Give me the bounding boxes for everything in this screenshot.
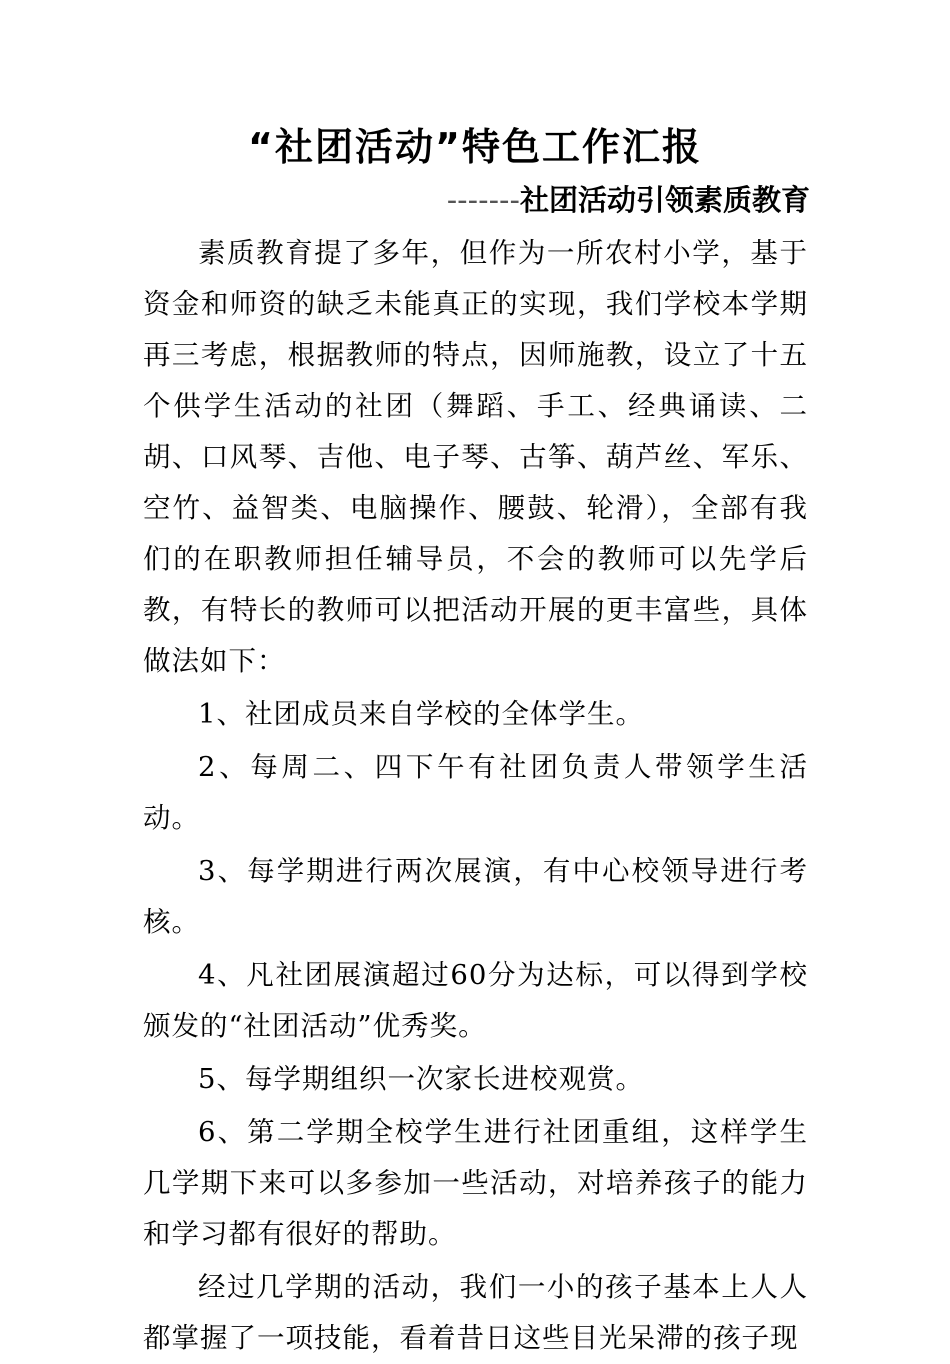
subtitle-text: 社团活动引领素质教育 bbox=[519, 183, 810, 217]
document-body bbox=[143, 228, 808, 1364]
list-item: 6、第二学期全校学生进行社团重组，这样学生几学期下来可以多参加一些活动，对培养孩子的能力和学习都有很好的帮助。 bbox=[143, 1116, 808, 1250]
list-item: 1、社团成员来自学校的全体学生。 bbox=[198, 698, 644, 730]
document-subtitle bbox=[340, 180, 810, 220]
list-item: 2、每周二、四下午有社团负责人带领学生活动。 bbox=[143, 751, 808, 834]
list-item: 4、凡社团展演超过60分为达标，可以得到学校颁发的“社团活动”优秀奖。 bbox=[143, 959, 808, 1042]
list-item: 5、每学期组织一次家长进校观赏。 bbox=[198, 1063, 644, 1095]
intro-paragraph: 素质教育提了多年，但作为一所农村小学，基于资金和师资的缺乏未能真正的实现，我们学校本学期再三考虑，根据教师的特点，因师施教，设立了十五个供学生活动的社团（舞蹈、手工、经典诵读、二胡、口风琴、吉他、电子琴、古筝、葫芦丝、军乐、空竹、益智类、电脑操作、腰鼓、轮滑），全部有我们的在职教师担任辅导员，不会的教师可以先学后教，有特长的教师可以把活动开展的更丰富些，具体做法如下： bbox=[143, 237, 808, 677]
list-item: 3、每学期进行两次展演，有中心校领导进行考核。 bbox=[143, 855, 808, 938]
subtitle-dashes: ------- bbox=[446, 183, 520, 217]
document-title: “社团活动”特色工作汇报 bbox=[248, 125, 702, 169]
closing-paragraph: 经过几学期的活动，我们一小的孩子基本上人人都掌握了一项技能，看着昔日这些目光呆滞的孩子现 bbox=[143, 1271, 808, 1354]
